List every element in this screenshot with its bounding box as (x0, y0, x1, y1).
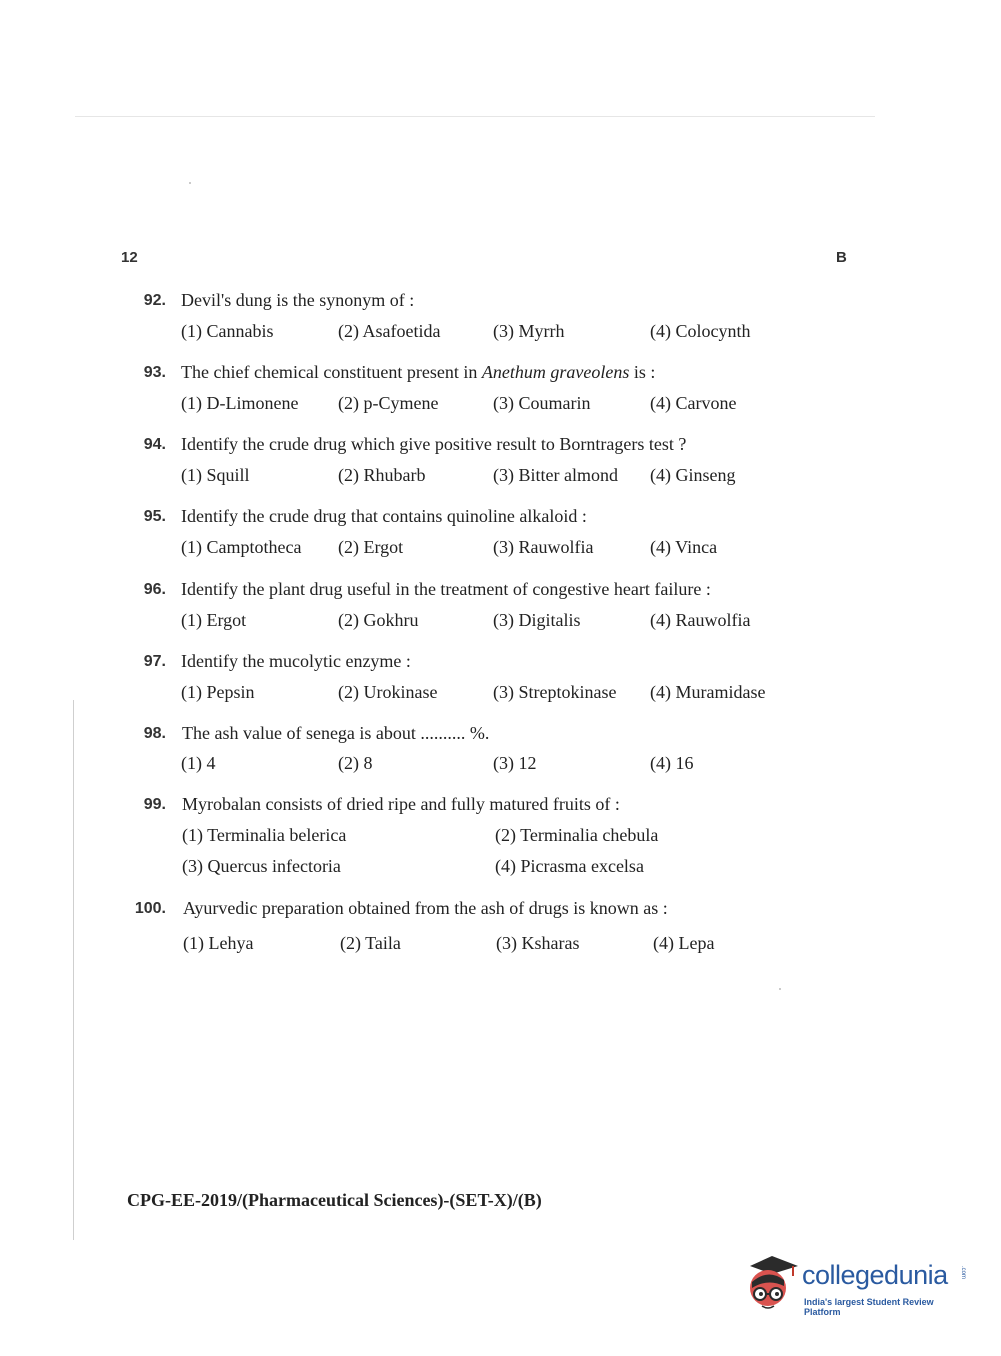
question-stem: Identify the mucolytic enzyme : (181, 651, 411, 671)
question-number: 95. (143, 508, 166, 525)
stem-text: The chief chemical constituent present in (181, 362, 482, 382)
option-4: (4) Ginseng (650, 465, 736, 485)
option-1: (1) Terminalia belerica (182, 825, 347, 845)
question-number: 96. (143, 581, 166, 598)
question-number: 94. (143, 436, 166, 453)
option-2: (2) Urokinase (338, 682, 438, 702)
option-4: (4) 16 (650, 753, 694, 773)
option-3: (3) Digitalis (493, 610, 581, 630)
option-4: (4) Colocynth (650, 321, 751, 341)
scan-artifact-line (75, 116, 875, 117)
question-stem: Ayurvedic preparation obtained from the ash of drugs is known as : (183, 898, 668, 918)
option-3: (3) Rauwolfia (493, 537, 594, 557)
option-3: (3) Streptokinase (493, 682, 617, 702)
paper-code-footer: CPG-EE-2019/(Pharmaceutical Sciences)-(SET-X)/(B) (127, 1190, 542, 1210)
scan-speck (779, 988, 781, 990)
mascot-face-icon (742, 1252, 802, 1312)
logo-tagline: India's largest Student Review Platform (804, 1297, 934, 1317)
question-stem (181, 362, 655, 383)
option-3: (3) Coumarin (493, 393, 591, 413)
option-2: (2) Taila (340, 933, 401, 953)
scan-artifact-margin (73, 700, 74, 1240)
option-3: (3) Myrrh (493, 321, 565, 341)
question-stem: Devil's dung is the synonym of : (181, 290, 415, 310)
logo-domain-suffix: .com (960, 1266, 966, 1280)
option-2: (2) Gokhru (338, 610, 419, 630)
option-1: (1) Ergot (181, 610, 247, 630)
question-stem: Myrobalan consists of dried ripe and fully matured fruits of : (182, 794, 620, 814)
question-stem: Identify the crude drug which give positive result to Borntragers test ? (181, 434, 687, 454)
page-number: 12 (121, 249, 138, 266)
option-4: (4) Picrasma excelsa (495, 856, 644, 876)
question-number: 98. (143, 725, 166, 742)
option-2: (2) Rhubarb (338, 465, 426, 485)
question-number: 99. (143, 796, 166, 813)
option-2: (2) p-Cymene (338, 393, 439, 413)
collegedunia-logo[interactable] (742, 1252, 972, 1322)
option-2: (2) 8 (338, 753, 373, 773)
option-3: (3) Bitter almond (493, 465, 618, 485)
option-4: (4) Lepa (653, 933, 715, 953)
logo-wordmark: collegedunia (802, 1260, 948, 1290)
question-number: 93. (143, 364, 166, 381)
option-4: (4) Muramidase (650, 682, 766, 702)
option-1: (1) Lehya (183, 933, 254, 953)
option-1: (1) Squill (181, 465, 250, 485)
species-name: Anethum graveolens (481, 362, 630, 382)
option-1: (1) Cannabis (181, 321, 274, 341)
question-number: 92. (143, 292, 166, 309)
option-1: (1) Camptotheca (181, 537, 302, 557)
option-4: (4) Carvone (650, 393, 737, 413)
option-3: (3) 12 (493, 753, 537, 773)
question-stem: Identify the plant drug useful in the treatment of congestive heart failure : (181, 579, 711, 599)
option-1: (1) 4 (181, 753, 216, 773)
question-number: 100. (134, 900, 166, 917)
option-1: (1) Pepsin (181, 682, 255, 702)
option-3: (3) Quercus infectoria (182, 856, 341, 876)
option-4: (4) Rauwolfia (650, 610, 751, 630)
option-1: (1) D-Limonene (181, 393, 299, 413)
stem-text-end: is : (629, 362, 656, 382)
option-2: (2) Asafoetida (338, 321, 441, 341)
scan-speck (189, 182, 191, 184)
option-2: (2) Ergot (338, 537, 404, 557)
question-stem: The ash value of senega is about .......... %. (182, 723, 490, 743)
question-stem: Identify the crude drug that contains quinoline alkaloid : (181, 506, 587, 526)
option-3: (3) Ksharas (496, 933, 580, 953)
question-number: 97. (143, 653, 166, 670)
option-4: (4) Vinca (650, 537, 718, 557)
set-code: B (836, 249, 847, 266)
option-2: (2) Terminalia chebula (495, 825, 659, 845)
